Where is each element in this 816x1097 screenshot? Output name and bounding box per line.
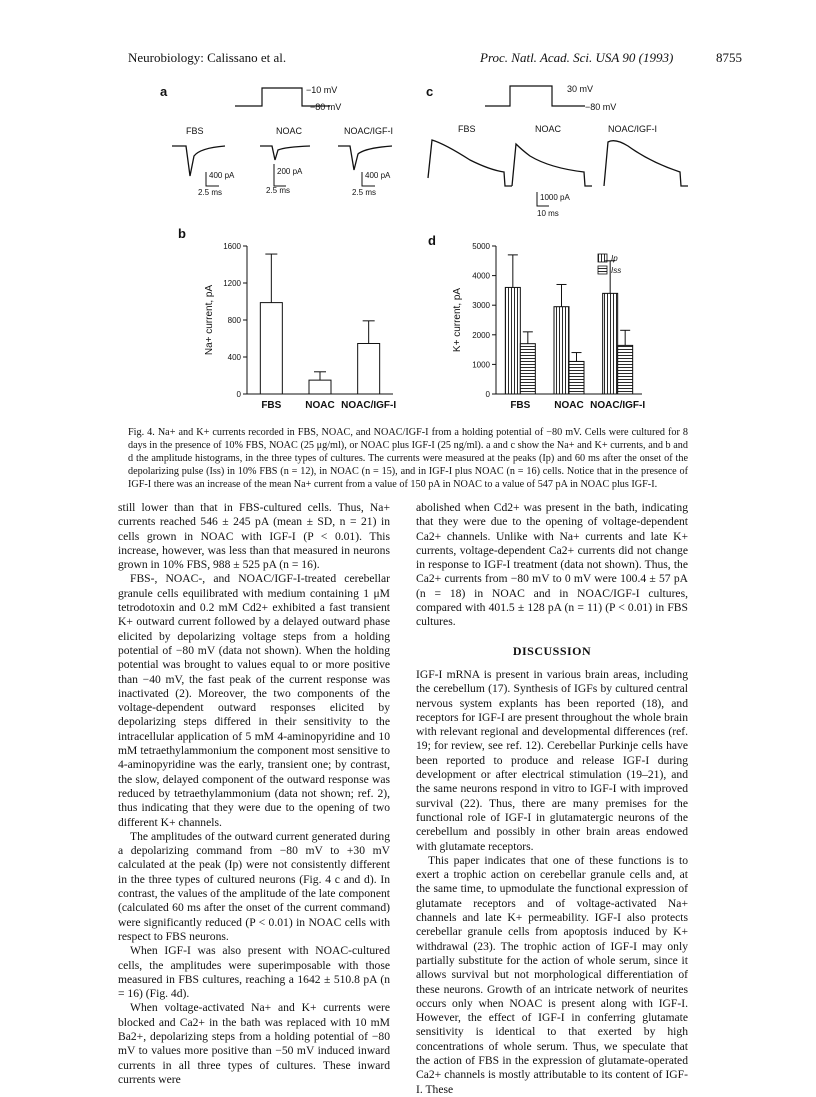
bar-iss-noac-igf-i <box>618 345 633 394</box>
y-tick-label: 3000 <box>472 301 490 311</box>
panel-c-label: c <box>426 84 434 99</box>
panel-a-label: a <box>160 84 168 99</box>
x-tick-label: NOAC <box>554 400 584 411</box>
panel-a-scale-current-noac: 200 pA <box>277 167 303 176</box>
paragraph: abolished when Cd2+ was present in the bath, indicating that they were due to the opening of voltage-dependent Ca2+ channels. Unlike with Na+ currents and late K+ currents, voltage-dependent Ca2+ currents did not change in response to IGF-I treatment (data not shown). Thus, the Ca2+ currents from −80 mV to 0 mV were 100.4 ± 57 pA (n = 18) in NOAC and in NOAC/IGF-I cultures, compared with 401.5 ± 128 pA (n = 11) (P < 0.01) in FBS cultures. <box>416 501 688 629</box>
page-number: 8755 <box>716 50 742 65</box>
left-column <box>118 501 390 1087</box>
paragraph: still lower than that in FBS-cultured cells. Thus, Na+ currents reached 546 ± 245 pA (mean ± SD, n = 21) in cells grown in NOAC with IGF-I (P < 0.01). This increase, however, was less than that measured in neurons grown in 10% FBS, 988 ± 525 pA (n = 16). <box>118 501 390 572</box>
panel-c-step-low: −80 mV <box>585 102 617 112</box>
legend-label-ip: Ip <box>611 254 618 263</box>
y-tick-label: 0 <box>485 390 490 399</box>
x-tick-label: NOAC <box>305 400 335 411</box>
y-tick-label: 1000 <box>472 360 490 370</box>
panel-c-trace-fbs <box>428 140 512 186</box>
panel-a-trace-noac-igf <box>338 146 392 170</box>
panel-a-scale-time-fbs: 2.5 ms <box>198 188 223 197</box>
panel-a-trace-label-fbs: FBS <box>186 126 204 136</box>
panel-a-scale-time-noac-igf: 2.5 ms <box>352 188 377 197</box>
panel-a-scale-current-fbs: 400 pA <box>209 171 235 180</box>
y-tick-label: 4000 <box>472 271 490 281</box>
y-tick-label: 800 <box>227 316 241 325</box>
bar-noac-igf-i <box>358 343 380 394</box>
y-tick-label: 5000 <box>472 242 490 251</box>
legend-box-iss <box>598 266 607 274</box>
panel-c-scale-current: 1000 pA <box>540 193 570 202</box>
section-title: DISCUSSION <box>512 643 592 658</box>
chart-b-ylabel: Na+ current, pA <box>204 284 215 356</box>
bar-fbs <box>260 303 282 394</box>
bar-ip-fbs <box>505 287 520 394</box>
right-column <box>416 501 688 1097</box>
y-tick-label: 0 <box>236 390 241 399</box>
panel-a-scale-time-noac: 2.5 ms <box>266 186 291 195</box>
paragraph: When IGF-I was also present with NOAC-cultured cells, the amplitudes were superimposable with those measured in FBS cultures, reaching a 1642 ± 510.8 pA (n = 16) (Fig. 4d). <box>118 944 390 1001</box>
bar-noac <box>309 380 331 394</box>
panel-b-label: b <box>178 226 186 241</box>
paragraph: When voltage-activated Na+ and K+ currents were blocked and Ca2+ in the bath was replaced with 10 mM Ba2+, depolarizing steps from a holding potential of −80 mV to values more positive than −50 mV induced inward currents in all three types of cultures. These inward currents were <box>118 1001 390 1086</box>
running-header-right: Proc. Natl. Acad. Sci. USA 90 (1993) <box>480 50 674 65</box>
bar-ip-noac <box>554 307 569 394</box>
panel-d-label: d <box>428 233 436 248</box>
chart-d-ylabel: K+ current, pA <box>452 287 463 353</box>
y-tick-label: 1200 <box>223 279 241 288</box>
panel-c-trace-noac-igf <box>604 141 688 186</box>
x-tick-label: FBS <box>261 400 282 411</box>
panel-a-trace-label-noac-igf: NOAC/IGF-I <box>344 126 393 136</box>
paragraph: IGF-I mRNA is present in various brain areas, including the cerebellum (17). Synthesis of IGFs by cultured central nervous system explants has been reported (18), and receptors for IGF-I are present throughout the whole brain with relevant regional and developmental differences (ref. 19; for review, see ref. 12). Cerebellar Purkinje cells have been reported to produce and release IGF-I during development or after electrical stimulation (19–21), and the same neurons respond in vitro to IGF-I with improved survival (22). Thus, there are many premises for the functional role of IGF-I in glutamatergic neurons of the cerebellum and possibly in other brain areas endowed with glutamate receptors. <box>416 667 688 853</box>
panel-a-trace-noac <box>260 146 310 160</box>
paragraph: The amplitudes of the outward current generated during a depolarizing command from −80 mV to +30 mV calculated at the peak (Ip) were not consistently different in the three types of cultured neurons (Fig. 4 c and d). In contrast, the values of the amplitude of the late component (calculated 60 ms after the onset of the current command) were significantly reduced (P < 0.01) in NOAC cells with respect to FBS neurons. <box>118 829 390 943</box>
y-tick-label: 2000 <box>472 330 490 340</box>
x-tick-label: NOAC/IGF-I <box>590 400 646 411</box>
y-tick-label: 1600 <box>223 242 241 251</box>
legend-label-iss: Iss <box>611 266 622 275</box>
y-tick-label: 400 <box>227 353 241 362</box>
paragraph: FBS-, NOAC-, and NOAC/IGF-I-treated cerebellar granule cells equilibrated with medium containing 1 μM tetrodotoxin and 0.2 mM Cd2+ exhibited a fast transient K+ outward current followed by a delayed outward phase elicited by depolarizing voltage steps from a holding potential of −80 mV (data not shown). When the holding potential was brought to values equal to or more positive than −40 mV, the fast peak of the current response was inactivated (2). Moreover, the two components of the voltage-dependent outward responses elicited by depolarizing steps differed in their sensitivity to the intracellular application of 5 mM 4-aminopyridine and 10 mM tetraethylammonium the component most sensitive to 4-aminopyridine was the early, transient one; by contrast, the slow, delayed component of the outward response was reduced by tetraethylammonium (data not shown; ref. 2), thus indicating that they were due to the opening of two different K+ channels. <box>118 572 390 829</box>
panel-c-trace-label-noac-igf: NOAC/IGF-I <box>608 124 657 134</box>
chart-k-current <box>452 242 645 411</box>
panel-c-trace-noac <box>512 144 592 186</box>
panel-c-trace-label-noac: NOAC <box>535 124 562 134</box>
x-tick-label: NOAC/IGF-I <box>341 400 397 411</box>
panel-a-trace-label-noac: NOAC <box>276 126 303 136</box>
bar-iss-fbs <box>520 344 535 394</box>
running-header-left: Neurobiology: Calissano et al. <box>128 50 287 65</box>
panel-c-scale-time: 10 ms <box>537 209 559 218</box>
x-tick-label: FBS <box>510 400 531 411</box>
figure-4 <box>0 0 816 420</box>
panel-c-step-high: 30 mV <box>567 84 594 94</box>
bar-iss-noac <box>569 361 584 394</box>
paragraph: This paper indicates that one of these functions is to exert a trophic action on cerebellar granule cells and, at the same time, to upmodulate the functional expression of glutamate receptors and of voltage-activated Na+ channels and late K+ permeability. IGF-I also protects cerebellar granule cells from apoptosis induced by K+ withdrawal (23). The trophic action of IGF-I may only partially substitute for the action of whole serum, since it allows survival but not morphological differentiation of these neurons. Growth of an intricate network of neurites occurs only when NOAC is present along with IGF-I. However, the effect of IGF-I in conferring glutamate sensitivity is identical to that exerted by high concentrations of whole serum. Thus, we speculate that the action of FBS in the expression of glutamate-operated Ca2+ channels is mostly attributable to its content of IGF-I. These <box>416 853 688 1096</box>
panel-c-trace-label-fbs: FBS <box>458 124 476 134</box>
figure-caption: Fig. 4. Na+ and K+ currents recorded in FBS, NOAC, and NOAC/IGF-I from a holding potential of −80 mV. Cells were cultured for 8 days in the presence of 10% FBS, NOAC (25 μg/ml), or NOAC plus IGF-I (25 ng/ml). a and c show the Na+ and K+ currents, and b and d the amplitude histograms, in the three types of cultures. The currents were measured at the peaks (Ip) and 60 ms after the onset of the depolarizing pulse (Iss) in 10% FBS (n = 12), in NOAC (n = 15), and in IGF-I plus NOAC (n = 16) cells. Notice that in the presence of IGF-I there was an increase of the mean Na+ current from a value of 150 pA in NOAC to a value of 547 pA in NOAC plus IGF-I. <box>128 427 688 490</box>
panel-a-step-high: −10 mV <box>306 85 338 95</box>
chart-na-current <box>204 242 396 411</box>
bar-ip-noac-igf-i <box>603 293 618 394</box>
panel-a-step-low: −80 mV <box>310 102 342 112</box>
panel-a-scale-current-noac-igf: 400 pA <box>365 171 391 180</box>
